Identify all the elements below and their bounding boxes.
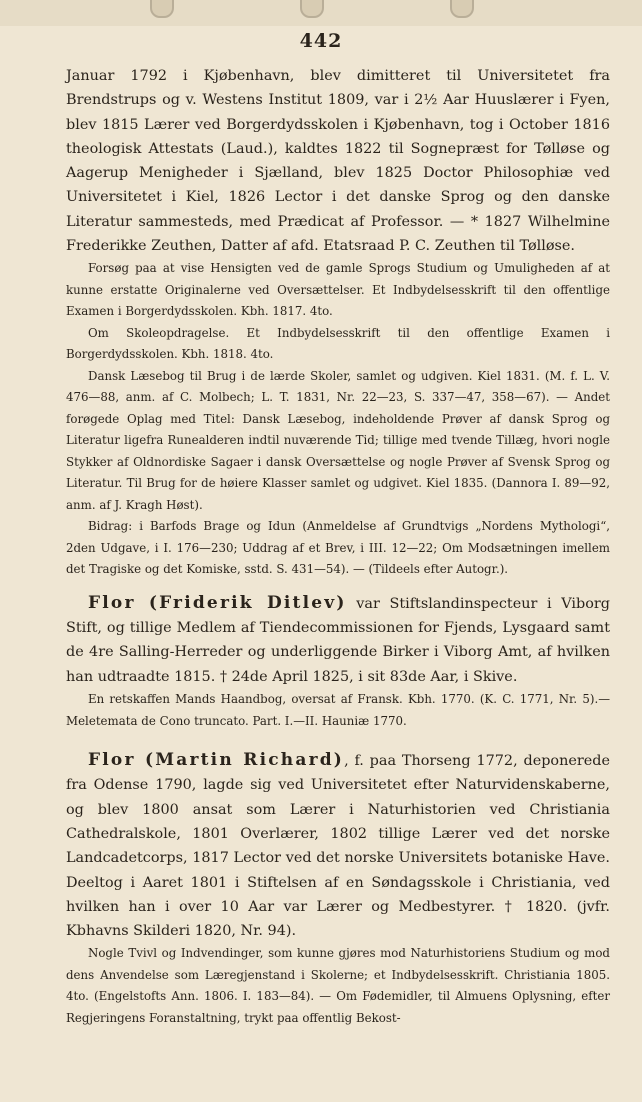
entry-bio: , f. paa Thorseng 1772, deponerede fra Odense 1790, lagde sig ved Universitetet efter Naturvidenskaberne, og blev 1800 ansat som Lærer i Naturhistorien ved Christiania Cathedralskole, 1801 Overlærer, 1802 tillige Lærer ved det norske Landcadetcorps, 1817 Lector ved det norske Universitets botaniske Have. Deeltog i Aaret 1801 i Stiftelsen af en Søndagsskole i Christiania, ved hvilken han i over 10 Aar var Lærer og Medbestyrer. † 1820. (jvfr. Kbhavns Skilderi 1820, Nr. 94). <box>66 753 610 940</box>
work-item: Nogle Tvivl og Indvendinger, som kunne gjøres mod Naturhistoriens Studium og mod dens Anvendelse som Læregjenstand i Skolerne; et Indbydelsesskrift. Christiania 1805. 4to. (Engelstofts Ann. 1806. I. 183—84). — Om Fødemidler, til Almuens Oplysning, efter Regjeringens Foranstaltning, trykt paa offentlig Bekost- <box>66 946 610 1025</box>
binding-ring <box>300 0 324 18</box>
work-item: Om Skoleopdragelse. Et Indbydelsesskrift til den offentlige Examen i Borgerdydsskolen. Kbh. 1818. 4to. <box>66 325 610 362</box>
entry-continued-bio: Januar 1792 i Kjøbenhavn, blev dimitteret til Universitetet fra Brendstrups og v. Westens Institut 1809, var i 2½ Aar Huuslærer i Fyen, blev 1815 Lærer ved Borgerdydsskolen i Kjøbenhavn, tog i October 1816 theologisk Attestats (Laud.), kaldtes 1822 til Sognepræst for Tølløse og Aagerup Menigheder i Sjælland, blev 1825 Doctor Philosophiæ ved Universitetet i Kiel, 1826 Lector i det danske Sprog og den danske Literatur sammesteds, med Prædicat af Professor. — * 1827 Wilhelmine Frederikke Zeuthen, Datter af afd. Etatsraad P. C. Zeuthen til Tølløse. <box>66 68 610 255</box>
binding-strip <box>0 0 642 26</box>
work-item: En retskaffen Mands Haandbog, oversat af Fransk. Kbh. 1770. (K. C. 1771, Nr. 5).— Meletemata de Cono truncato. Part. I.—II. Hauniæ 1770. <box>66 692 610 728</box>
entry-bio: var Stiftslandinspecteur i Viborg Stift, og tillige Medlem af Tiendecommissionen for Fjends, Lysgaard samt de 4re Salling-Herreder og underliggende Birker i Viborg Amt, af hvilken han udtraadte 1815. † 24de April 1825, i sit 83de Aar, i Skive. <box>66 595 610 685</box>
binding-ring <box>150 0 174 18</box>
page-number: 442 <box>299 30 343 52</box>
entry-flor-friderik <box>66 591 610 689</box>
entry-flor-martin <box>66 748 610 943</box>
work-item: Bidrag: i Barfods Brage og Idun (Anmeldelse af Grundtvigs „Nordens Mythologi“, 2den Udgave, i I. 176—230; Uddrag af et Brev, i III. 12—22; Om Modsætningen imellem det Tragiske og det Komiske, sstd. S. 431—54). — (Tildeels efter Autogr.). <box>66 519 610 577</box>
work-item: Dansk Læsebog til Brug i de lærde Skoler, samlet og udgiven. Kiel 1831. (M. f. L. V. 476—88, anm. af C. Molbech; L. T. 1831, Nr. 22—23, S. 337—47, 358—67). — Andet forøgede Oplag med Titel: Dansk Læsebog, indeholdende Prøver af dansk Sprog og Literatur ligefra Runealderen indtil nuværende Tid; tillige med tvende Tillæg, hvori nogle Stykker af Oldnordiske Sagaer i dansk Oversættelse og nogle Prøver af Svensk Sprog og Literatur. Til Brug for de høiere Klasser samlet og udgivet. Kiel 1835. (Dannora I. 89—92, anm. af J. Kragh Høst). <box>66 368 610 512</box>
binding-ring <box>450 0 474 18</box>
entry-name: Flor (Friderik Ditlev) <box>88 592 347 613</box>
work-item: Forsøg paa at vise Hensigten ved de gamle Sprogs Studium og Umuligheden af at kunne erstatte Originalerne ved Oversættelser. Et Indbydelsesskrift til den offentlige Examen i Borgerdydsskolen. Kbh. 1817. 4to. <box>66 261 610 319</box>
page-body <box>66 64 610 1029</box>
entry-name: Flor (Martin Richard) <box>88 750 345 771</box>
